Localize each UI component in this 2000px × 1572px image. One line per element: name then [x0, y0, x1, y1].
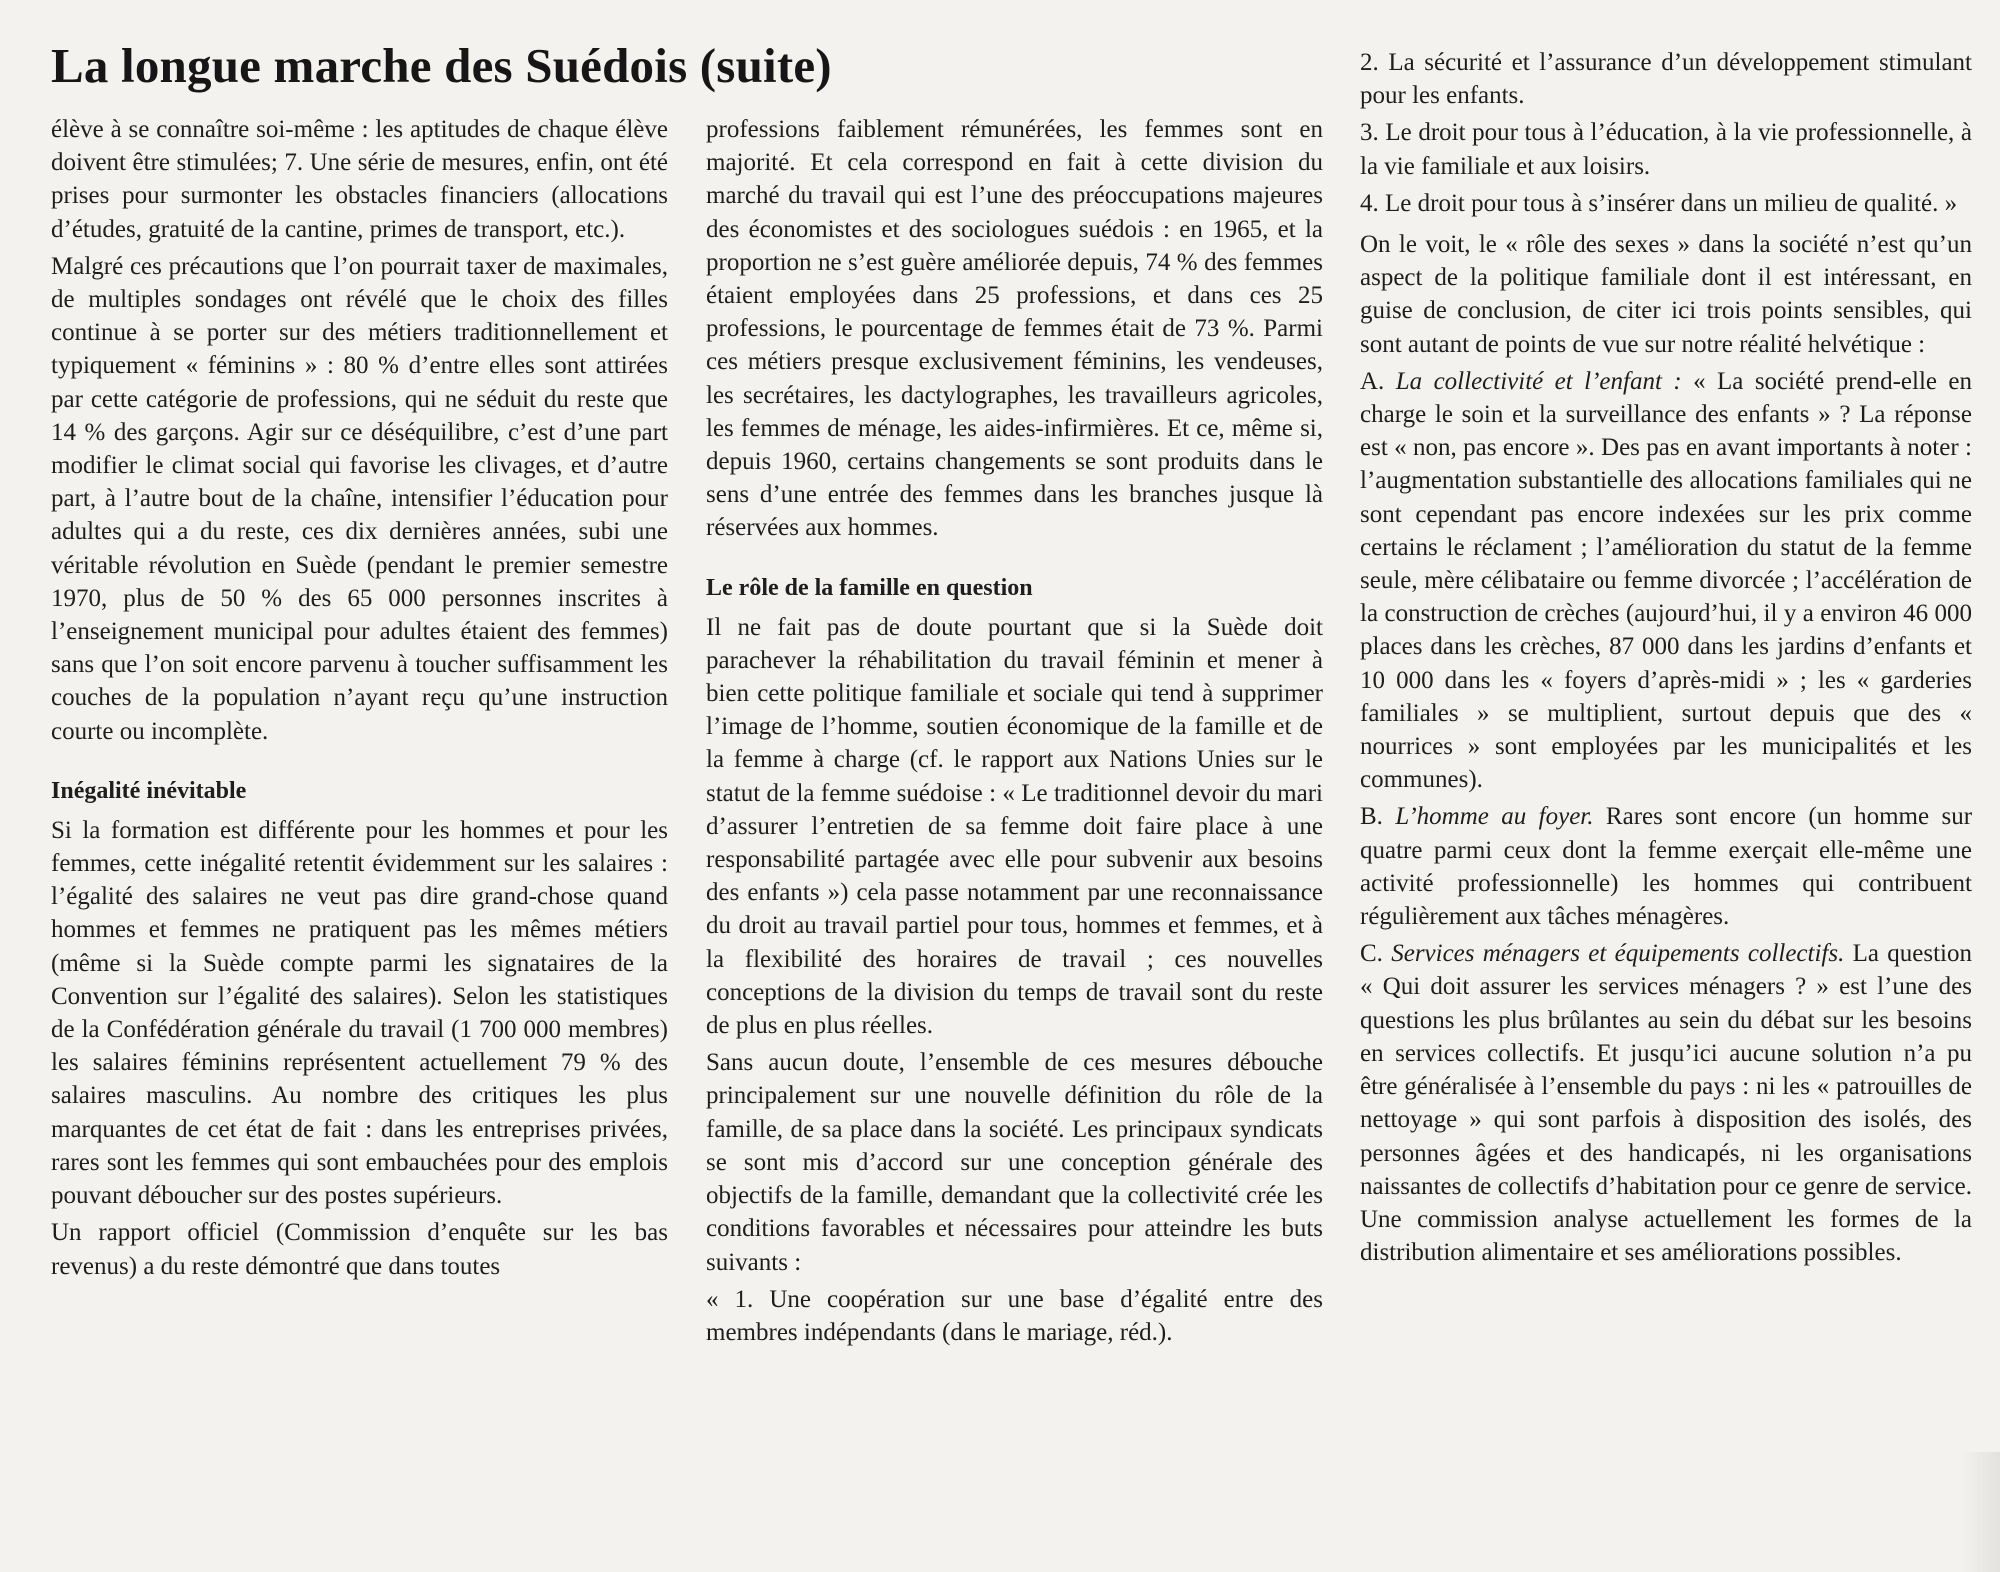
list-item: 2. La sécurité et l’assurance d’un développement stimulant pour les enfants. [1360, 49, 1972, 110]
point-text: Rares sont encore (un homme sur quatre parmi ceux dont la femme exerçait elle-même une activité professionnelle) les hommes qui contribuent régulièrement aux tâches ménagères. [1360, 803, 1973, 931]
article-title: La longue marche des Suédois (suite) [51, 38, 832, 93]
point-text: « La société prend-elle en charge le soin et la surveillance des enfants » ? La réponse est « non, pas encore ». Des pas en avant importants à noter : l’augmentation substantielle des allocations familiales qui ne sont cependant pas encore indexées sur les prix comme certains le réclament ; l’amélioration du statut de la femme seule, mère célibataire ou femme divorcée ; l’accélération de la construction de crèches (aujourd’hui, il y a environ 46 000 places dans les crèches, 87 000 dans les jardins d’enfants et 10 000 dans les « foyers d’après-midi » ; les « garderies familiales » se multiplient, surtout depuis que des « nourrices » sont employées par les municipalités et les communes). [1360, 367, 1973, 794]
point-title: L’homme au foyer. [1395, 803, 1594, 831]
column-right [1360, 46, 1972, 1269]
scan-edge-shadow [1960, 1452, 2000, 1572]
paragraph: professions faiblement rémunérées, les femmes sont en majorité. Et cela correspond en fait à cette division du marché du travail qui est l’une des préoccupations majeures des économistes et des sociologues suédois : en 1965, et la proportion ne s’est guère améliorée depuis, 74 % des femmes étaient employées dans 25 professions, et dans ces 25 professions, le pourcentage de femmes était de 73 %. Parmi ces métiers presque exclusivement féminins, les vendeuses, les secrétaires, les dactylographes, les travailleurs agricoles, les femmes de ménage, les aides-infirmières. Et ce, même si, depuis 1960, certains changements se sont produits dans le sens d’une entrée des femmes dans les branches jusque là réservées aux hommes. [706, 116, 1323, 542]
section-heading-role-famille: Le rôle de la famille en question [706, 574, 1033, 601]
column-middle [706, 113, 1323, 1349]
paragraph: Malgré ces précautions que l’on pourrait taxer de maximales, de multiples sondages ont révélé que le choix des filles continue à se porter sur des métiers traditionnellement et typiquement « féminins » : 80 % d’entre elles sont attirées par cette catégorie de professions, qui ne séduit du reste que 14 % des garçons. Agir sur ce déséquilibre, c’est d’une part modifier le climat social qui favorise les clivages, et d’autre part, à l’autre bout de la chaîne, intensifier l’éducation pour adultes qui a du reste, ces dix dernières années, subi une véritable révolution en Suède (pendant le premier semestre 1970, plus de 50 % des 65 000 personnes inscrites à l’enseignement municipal pour adultes étaient des femmes) sans que l’on soit encore parvenu à toucher suffisamment les couches de la population n’ayant reçu qu’une instruction courte ou incomplète. [51, 252, 668, 745]
paragraph: élève à se connaître soi-même : les aptitudes de chaque élève doivent être stimulées; 7. Une série de mesures, enfin, ont été prises pour surmonter les obstacles financiers (allocations d’études, gratuité de la cantine, primes de transport, etc.). [51, 116, 668, 243]
point-label: A. [1360, 367, 1385, 395]
point-c [1360, 937, 1972, 1269]
point-title: La collectivité et l’enfant : [1395, 367, 1682, 395]
section-heading-inegalite: Inégalité inévitable [51, 777, 247, 804]
column-left [51, 113, 668, 1283]
paragraph: On le voit, le « rôle des sexes » dans la société n’est qu’un aspect de la politique familiale dont il est intéressant, en guise de conclusion, de citer ici trois points sensibles, qui sont autant de points de vue sur notre réalité helvétique : [1360, 231, 1972, 358]
point-b [1360, 800, 1972, 933]
point-label: C. [1360, 940, 1383, 968]
list-item: 4. Le droit pour tous à s’insérer dans un milieu de qualité. » [1360, 189, 1958, 217]
point-label: B. [1360, 803, 1383, 831]
point-title: Services ménagers et équipements collectifs. [1391, 940, 1845, 968]
point-text: La question « Qui doit assurer les services ménagers ? » est l’une des questions les plus brûlantes au sein du débat sur les besoins en services collectifs. Et jusqu’ici aucune solution n’a pu être généralisée à l’ensemble du pays : ni les « patrouilles de nettoyage » qui sont parfois à disposition des isolés, des personnes âgées et des handicapés, ni les organisations naissantes de collectifs d’habitation pour ce genre de service. Une commission analyse actuellement les formes de la distribution alimentaire et ses améliorations possibles. [1360, 940, 1972, 1267]
paragraph: Sans aucun doute, l’ensemble de ces mesures débouche principalement sur une nouvelle définition du rôle de la famille, de sa place dans la société. Les principaux syndicats se sont mis d’accord sur une conception générale des objectifs de la famille, demandant que la collectivité crée les conditions favorables et nécessaires pour atteindre les buts suivants : [706, 1049, 1323, 1276]
paragraph: Si la formation est différente pour les hommes et pour les femmes, cette inégalité retentit évidemment sur les salaires : l’égalité des salaires ne veut pas dire grand-chose quand hommes et femmes ne pratiquent pas les mêmes métiers (même si la Suède compte parmi les signataires de la Convention sur l’égalité des salaires). Selon les statistiques de la Confédération générale du travail (1 700 000 membres) les salaires féminins représentent actuellement 79 % des salaires masculins. Au nombre des critiques les plus marquantes de cet état de fait : dans les entreprises privées, rares sont les femmes qui sont embauchées pour des emplois pouvant déboucher sur des postes supérieurs. [51, 816, 668, 1210]
paragraph: « 1. Une coopération sur une base d’égalité entre des membres indépendants (dans le mariage, réd.). [706, 1285, 1323, 1346]
paragraph: Un rapport officiel (Commission d’enquête sur les bas revenus) a du reste démontré que dans toutes [51, 1219, 668, 1280]
paragraph: Il ne fait pas de doute pourtant que si la Suède doit parachever la réhabilitation du travail féminin et mener à bien cette politique familiale et sociale qui tend à supprimer l’image de l’homme, soutien économique de la famille et de la femme à charge (cf. le rapport aux Nations Unies sur le statut de la femme suédoise : « Le traditionnel devoir du mari d’assurer l’entretien de sa femme doit faire place à une responsabilité partagée avec elle pour subvenir aux besoins des enfants ») cela passe notamment par une reconnaissance du droit au travail partiel pour tous, hommes et femmes, et à la flexibilité des horaires de travail ; ces nouvelles conceptions de la division du temps de travail sont du reste de plus en plus réelles. [706, 613, 1323, 1040]
point-a [1360, 365, 1972, 797]
list-item: 3. Le droit pour tous à l’éducation, à la vie professionnelle, à la vie familiale et aux loisirs. [1360, 119, 1972, 180]
